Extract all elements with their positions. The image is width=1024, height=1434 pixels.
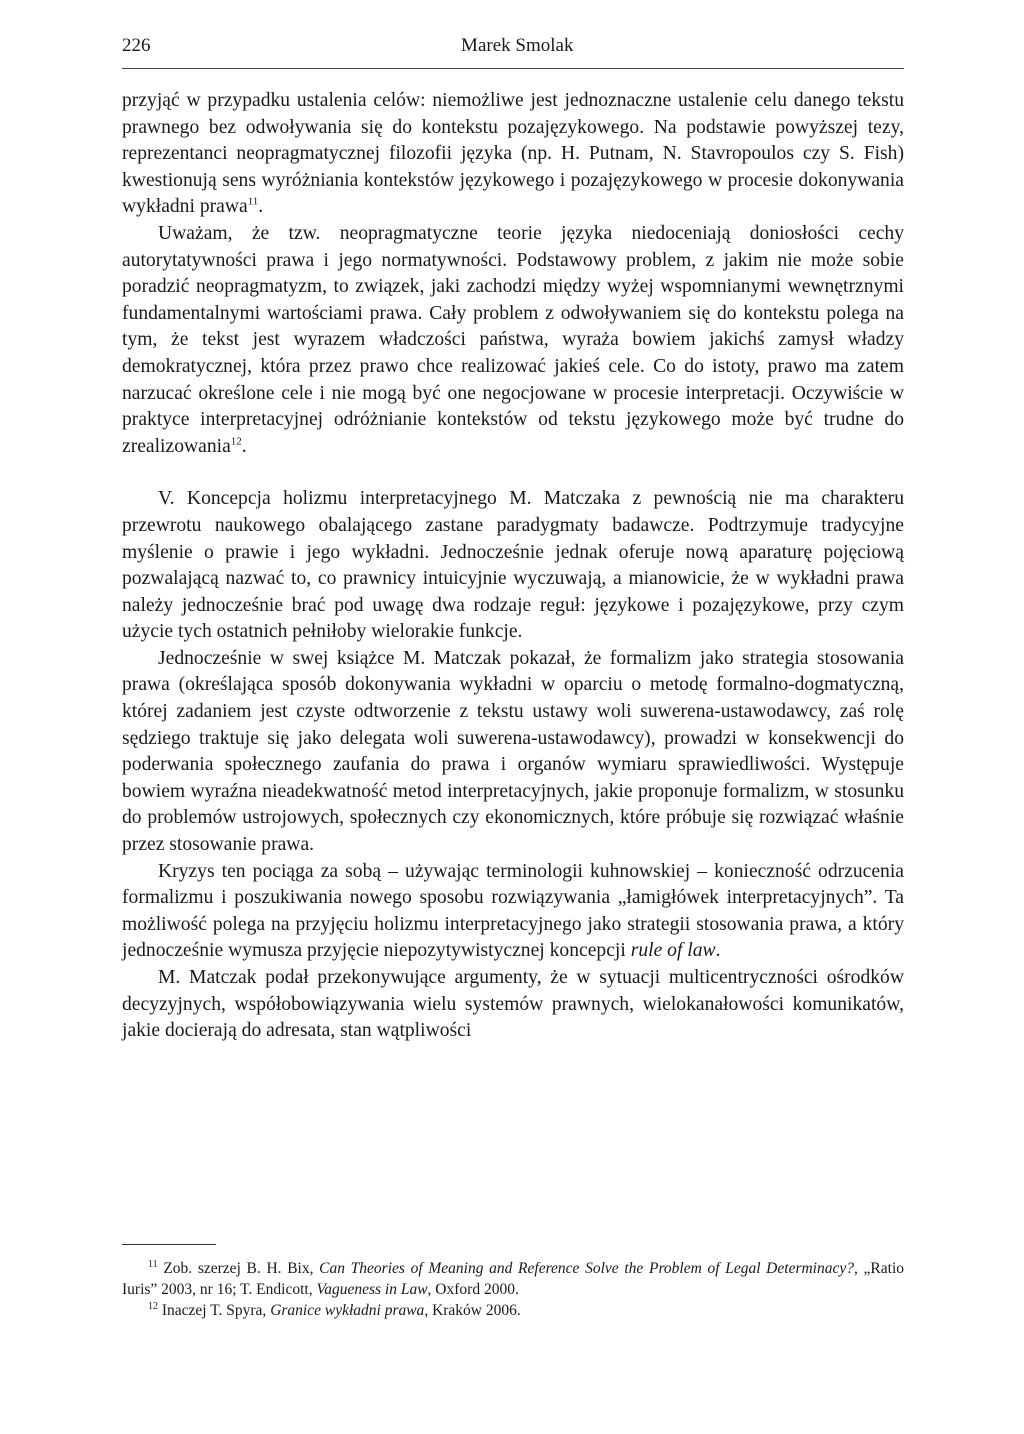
- body-text: [122, 88, 904, 1045]
- footnote-12: $^{12}$ Inaczej T. Spyra, Granice wykładni prawa, Kraków 2006.: [148, 1300, 521, 1319]
- header-rule: [122, 68, 904, 69]
- footnotes: [122, 1258, 904, 1321]
- italic-term: rule of law: [630, 940, 716, 962]
- paragraph-1: przyjąć w przypadku ustalenia celów: niemożliwe jest jednoznaczne ustalenie celu danego tekstu prawnego bez odwoływania się do kontekstu pozajęzykowego. Na podstawie powyższej tezy, reprezentanci neopragmatycznej filozofii języka (np. H. Putnam, N. Stavropoulos czy S. Fish) kwestionują sens wyróżniania kontekstów językowego i pozajęzykowego w procesie dokonywania wykładni prawa$^{11}$.: [122, 90, 904, 218]
- paragraph-6: M. Matczak podał przekonywujące argumenty, że w sytuacji multicentryczności ośrodków decyzyjnych, współobowiązywania wielu systemów prawnych, wielokanałowości komunikatów, jakie docierają do adresata, stan wątpliwości: [122, 967, 904, 1042]
- footnote-ref-11[interactable]: 11: [247, 195, 259, 208]
- paragraph-2: Uważam, że tzw. neopragmatyczne teorie języka niedoceniają doniosłości cechy autorytatywności prawa i jego normatywności. Podstawowy problem, z jakim nie może sobie poradzić neopragmatyzm, to związek, jaki zachodzi między wyżej wspomnianymi wewnętrznymi fundamentalnymi wartościami prawa. Cały problem z odwoływaniem się do kontekstu polega na tym, że tekst jest wyrazem władczości państwa, wyraża bowiem jakichś zamysł władzy demokratycznej, która przez prawo chce realizować jakieś cele. Co do istoty, prawo ma zatem narzucać określone cele i nie mogą być one negocjowane w procesie interpretacji. Oczywiście w praktyce interpretacyjnej odróżnianie kontekstów od tekstu językowego może być trudne do zrealizowania$^{12}$.: [122, 222, 904, 457]
- footnote-rule: [122, 1244, 216, 1245]
- footnote-ref-12[interactable]: 12: [230, 435, 242, 448]
- paragraph-3: V. Koncepcja holizmu interpretacyjnego M. Matczaka z pewnością nie ma charakteru przewrotu naukowego obalającego zastane paradygmaty badawcze. Podtrzymuje tradycyjne myślenie o prawie i jego wykładni. Jednocześnie jednak oferuje nową aparaturę pojęciową pozwalającą nazwać to, co prawnicy intuicyjnie wyczuwają, a mianowicie, że w wykładni prawa należy jednocześnie brać pod uwagę dwa rodzaje reguł: językowe i pozajęzykowe, przy czym użycie tych ostatnich pełniłoby wielorakie funkcje.: [122, 488, 904, 643]
- footnote-11: $^{11}$ Zob. szerzej B. H. Bix, Can Theories of Meaning and Reference Solve the Problem of Legal Determinacy?, „Ratio Iuris” 2003, nr 16; T. Endicott, Vagueness in Law, Oxford 2000.: [122, 1258, 905, 1298]
- running-header: [122, 34, 904, 58]
- paragraph-5: Kryzys ten pociąga za sobą – używając terminologii kuhnowskiej – konieczność odrzucenia formalizmu i poszukiwania nowego sposobu rozwiązywania „łamigłówek interpretacyjnych”. Ta możliwość polega na przyjęciu holizmu interpretacyjnego jako strategii stosowania prawa, a który jednocześnie wymusza przyjęcie niepozytywistycznej koncepcji rule of law.: [122, 860, 904, 962]
- running-author: Marek Smolak: [461, 35, 574, 56]
- page-number: 226: [122, 35, 151, 56]
- paragraph-4: Jednocześnie w swej książce M. Matczak pokazał, że formalizm jako strategia stosowania prawa (określająca sposób dokonywania wykładni w oparciu o metodę formalno-dogmatyczną, której zadaniem jest czyste odtworzenie z tekstu ustawy woli suwerena-ustawodawcy, zaś rolę sędziego traktuje się jako delegata woli suwerena-ustawodawcy), prowadzi w konsekwencji do poderwania społecznego zaufania do prawa i organów wymiaru sprawiedliwości. Występuje bowiem wyraźna nieadekwatność metod interpretacyjnych, jakie proponuje formalizm, w stosunku do problemów ustrojowych, społecznych czy ekonomicznych, które próbuje się rozwiązać właśnie przez stosowanie prawa.: [122, 647, 904, 856]
